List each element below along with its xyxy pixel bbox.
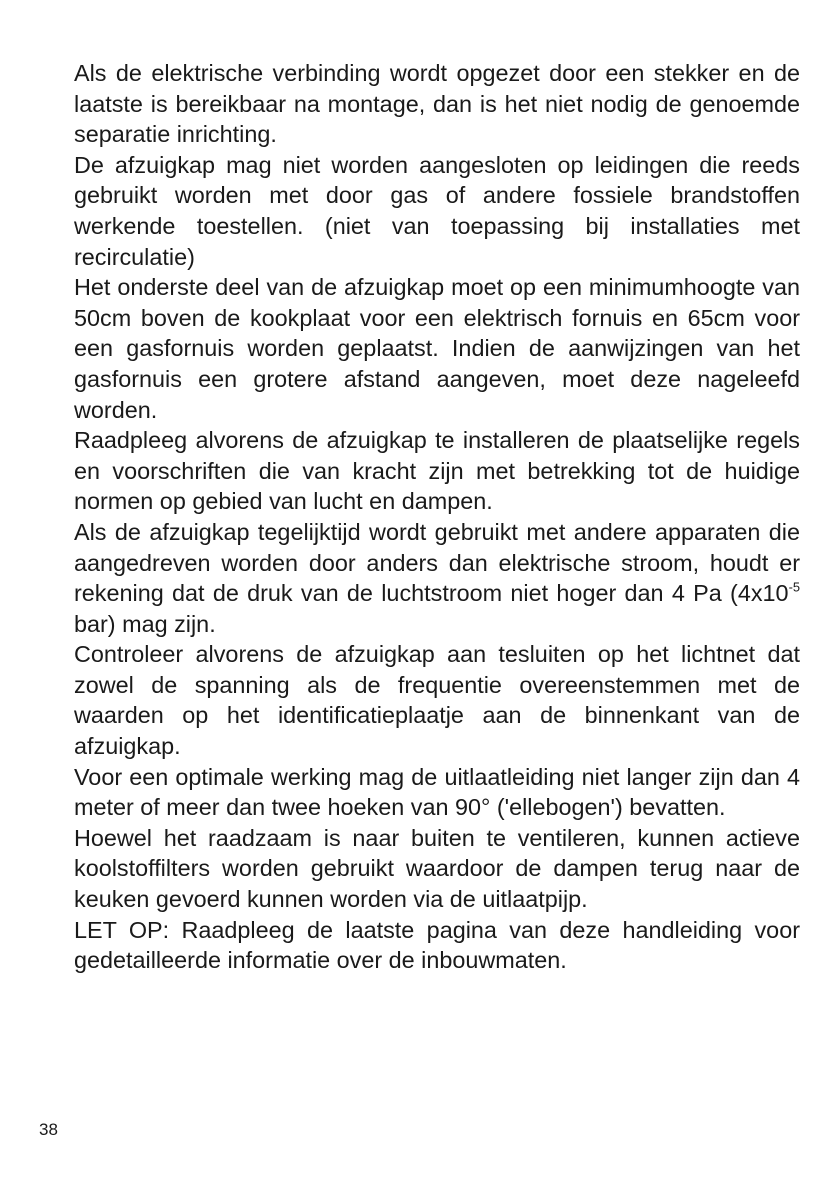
paragraph-plug-connection: Als de elektrische verbinding wordt opgezet door een stekker en de laatste is bereikbaar na montage, dan is het niet nodig de genoemde separatie inrichting. [74, 60, 800, 148]
paragraph-exhaust-length: Voor een optimale werking mag de uitlaatleiding niet langer zijn dan 4 meter of meer dan twee hoeken van 90° ('ellebogen') bevatten. [74, 763, 800, 821]
page-number: 38 [39, 1120, 58, 1139]
paragraph-gas-ducts: De afzuigkap mag niet worden aangesloten op leidingen die reeds gebruikt worden met door gas of andere fossiele brandstoffen werkende toestellen. (niet van toepassing bij installaties met recirculatie) [74, 151, 800, 270]
pressure-exponent: -5 [788, 579, 800, 595]
paragraph-voltage-check: Controleer alvorens de afzuigkap aan tesluiten op het lichtnet dat zowel de spanning als de frequentie overeenstemmen met de waarden op het identificatieplaatje aan de binnenkant van de afzuigkap. [74, 641, 800, 760]
manual-body-text [74, 58, 800, 976]
pressure-text-before: Als de afzuigkap tegelijktijd wordt gebruikt met andere apparaten die aangedreven worden door anders dan elektrische stroom, houdt er rekening dat de druk van de luchtstroom niet hoger dan 4 Pa (4x10 [74, 518, 800, 607]
pressure-text-after: bar) mag zijn. [74, 610, 216, 637]
paragraph-local-regulations: Raadpleeg alvorens de afzuigkap te installeren de plaatselijke regels en voorschriften die van kracht zijn met betrekking tot de huidige normen op gebied van lucht en dampen. [74, 427, 800, 515]
paragraph-attention-note: LET OP: Raadpleeg de laatste pagina van deze handleiding voor gedetailleerde informatie over de inbouwmaten. [74, 916, 800, 974]
paragraph-minimum-height: Het onderste deel van de afzuigkap moet op een minimumhoogte van 50cm boven de kookplaat voor een elektrisch fornuis en 65cm voor een gasfornuis worden geplaatst. Indien de aanwijzingen van het gasfornuis een grotere afstand aangeven, moet deze nageleefd worden. [74, 274, 800, 423]
paragraph-air-pressure [74, 517, 800, 639]
paragraph-carbon-filters: Hoewel het raadzaam is naar buiten te ventileren, kunnen actieve koolstoffilters worden gebruikt waardoor de dampen terug naar de keuken gevoerd kunnen worden via de uitlaatpijp. [74, 824, 800, 913]
